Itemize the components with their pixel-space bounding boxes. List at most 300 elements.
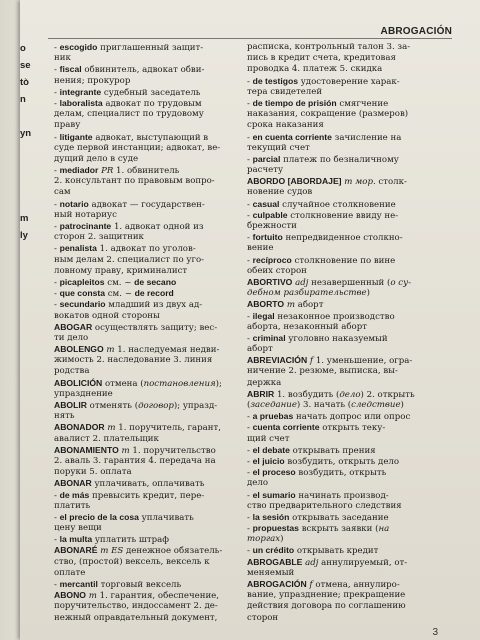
entry-line xyxy=(54,568,230,579)
definition-text: нения; прокурор xyxy=(54,75,131,86)
definition-text: вокатов одной стороны xyxy=(54,310,160,321)
definition-text: делам, специалист по трудовому xyxy=(54,109,204,120)
grammar-note: торгах xyxy=(247,534,281,545)
headword: penalista xyxy=(59,243,97,254)
definition-text: меняемый xyxy=(247,567,295,578)
entry-line xyxy=(247,568,423,579)
definition-text: - xyxy=(54,199,60,210)
right-column xyxy=(247,42,423,632)
definition-text: - xyxy=(54,166,60,177)
entry-line xyxy=(247,601,423,612)
definition-text: дущий дело в суде xyxy=(54,153,139,164)
edge-fragment xyxy=(20,176,34,193)
entry-line xyxy=(247,53,423,64)
definition-text: расписка, контрольный талон 3. за- xyxy=(247,42,411,52)
definition-text: возбудить, открыть дело xyxy=(284,456,400,467)
definition-text: смягчение xyxy=(336,98,389,109)
edge-fragment: se xyxy=(20,60,31,71)
definition-text: адвокат по трудовым xyxy=(102,98,202,109)
definition-text: см. ~ xyxy=(104,277,135,288)
entry-line xyxy=(247,98,423,109)
headword: ABONADOR xyxy=(54,422,105,433)
entry-line xyxy=(54,199,230,210)
definition-text: ); xyxy=(215,378,222,389)
entry-line xyxy=(247,42,423,53)
definition-text: - xyxy=(54,300,60,311)
definition-text: 1. адвокат одной из xyxy=(111,222,204,232)
entry-line xyxy=(247,456,423,467)
entry-line xyxy=(54,378,230,389)
definition-text: сторон 2. защитник xyxy=(54,232,144,243)
definition-text: праву xyxy=(54,120,81,131)
definition-text: 1. поручитель, гарант, xyxy=(115,423,221,434)
definition-text: аборта, незаконный аборт xyxy=(247,321,367,332)
entry-line xyxy=(247,512,423,523)
page-header xyxy=(48,26,452,39)
definition-text: приглашенный защит- xyxy=(97,43,204,53)
entry-line xyxy=(247,333,423,344)
entry-line xyxy=(54,42,230,53)
entry-line xyxy=(247,344,423,355)
entry-line xyxy=(54,478,230,489)
definition-text: ловному праву, криминалист xyxy=(54,265,188,276)
entry-line xyxy=(247,422,423,433)
headword: ABONARÉ xyxy=(54,545,98,556)
definition-text: пись в кредит счета, кредитовая xyxy=(247,53,396,64)
definition-text: открывать заседание xyxy=(289,512,389,523)
definition-text: платить xyxy=(54,500,91,511)
entry-line xyxy=(54,187,230,198)
entry-line xyxy=(54,143,230,154)
definition-text: см. ~ xyxy=(105,289,135,300)
definition-text: расчету xyxy=(247,165,284,176)
entry-line xyxy=(54,221,230,232)
definition-text: - xyxy=(247,98,253,109)
definition-text: ) 3. начать ( xyxy=(296,400,352,410)
definition-text: - xyxy=(54,87,60,98)
definition-text: уголовно наказуемый xyxy=(285,333,388,344)
entry-line xyxy=(247,277,423,288)
grammar-note: m ES xyxy=(100,546,124,557)
headword: escogido xyxy=(59,42,98,52)
definition-text: обвинитель, адвокат обви- xyxy=(81,65,205,76)
edge-fragment: yn xyxy=(20,128,32,139)
definition-text: - xyxy=(54,222,60,232)
edge-fragment xyxy=(20,142,34,159)
headword: ABOLENGO xyxy=(54,344,104,355)
definition-text: - xyxy=(247,255,253,266)
grammar-note: договор xyxy=(138,401,174,411)
definition-text: ); упразд- xyxy=(173,401,218,411)
definition-text: столк- xyxy=(375,177,407,188)
entry-line xyxy=(54,109,230,120)
headword: el sumario xyxy=(252,489,296,500)
headword: ABROGACIÓN xyxy=(247,579,307,589)
entry-line xyxy=(54,557,230,568)
definition-text: сторон xyxy=(247,612,279,623)
definition-text: 1. адвокат по уголов- xyxy=(96,244,196,255)
edge-fragment xyxy=(20,193,34,210)
definition-text: ный нотариус xyxy=(54,209,117,220)
entry-line xyxy=(247,322,423,333)
definition-text: отмена, аннулиро- xyxy=(312,580,400,590)
grammar-note: m мор. xyxy=(344,177,376,188)
entry-line xyxy=(247,613,423,624)
headword: recíproco xyxy=(252,254,292,265)
definition-text: - xyxy=(247,490,253,501)
definition-text: 1. уменьшение, огра- xyxy=(313,356,413,367)
grammar-note: f xyxy=(309,580,313,590)
entry-line xyxy=(247,165,423,176)
entry-line xyxy=(247,176,423,187)
entry-line xyxy=(54,579,230,590)
definition-text: - xyxy=(54,277,60,288)
definition-text: упразднение xyxy=(54,388,113,399)
headword: el precio de la cosa xyxy=(59,511,139,522)
grammar-note: m xyxy=(121,445,130,456)
entry-line xyxy=(247,445,423,456)
entry-line xyxy=(247,221,423,232)
headword: el proceso xyxy=(252,467,296,478)
definition-text: судебный заседатель xyxy=(101,87,201,98)
definition-text: 2. консультант по правовым вопро- xyxy=(54,176,215,187)
definition-text: ти дело xyxy=(54,332,89,343)
headword: de tiempo de prisión xyxy=(252,97,337,108)
definition-text: - xyxy=(247,445,253,456)
entry-line xyxy=(54,277,230,288)
headword: mercantil xyxy=(59,579,98,589)
entry-line xyxy=(54,512,230,523)
definition-text: начать допрос или опрос xyxy=(293,412,411,423)
definition-text: - xyxy=(54,535,60,546)
entry-line xyxy=(247,266,423,277)
headword: criminal xyxy=(252,332,286,343)
definition-text: младший из двух ад- xyxy=(105,300,203,311)
definition-text: 1. возбудить ( xyxy=(274,389,340,400)
definition-text: тера свидетелей xyxy=(247,86,323,97)
entry-line xyxy=(54,467,230,478)
definition-text: - xyxy=(54,132,60,143)
headword: notario xyxy=(59,198,89,209)
definition-text: ным делам 2. специалист по уго- xyxy=(54,254,205,265)
entry-line xyxy=(54,243,230,254)
definition-text: - xyxy=(54,289,60,300)
definition-text: щий счет xyxy=(247,433,290,444)
definition-text: вение xyxy=(247,243,274,254)
definition-text: столкновение ввиду не- xyxy=(287,210,399,221)
entry-line xyxy=(247,389,423,400)
definition-text: ник xyxy=(54,53,71,64)
page-number: 3 xyxy=(432,627,438,638)
definition-text: - xyxy=(247,412,253,423)
definition-text: ство, (простой) вексель, вексель к xyxy=(54,556,210,567)
headword: ABORDO [ABORDAJE] xyxy=(247,176,342,187)
entry-line xyxy=(247,490,423,501)
grammar-note: adj xyxy=(305,557,319,568)
entry-line xyxy=(54,210,230,221)
definition-text: - xyxy=(247,311,253,322)
definition-text: 2. аваль 3. гарантия 4. передача на xyxy=(54,455,216,466)
entry-line xyxy=(247,120,423,131)
definition-text: - xyxy=(54,580,60,590)
definition-text: поруки 5. оплата xyxy=(54,467,132,478)
entry-line xyxy=(247,87,423,98)
headword: la multa xyxy=(59,534,93,545)
headword: ABOLIR xyxy=(54,400,87,410)
definition-text: - xyxy=(247,546,253,557)
definition-text: - xyxy=(54,244,60,255)
definition-text: - xyxy=(247,233,253,244)
definition-text: осуществлять защиту; вес- xyxy=(92,322,218,333)
entry-line xyxy=(247,76,423,87)
headword: integrante xyxy=(59,86,102,97)
definition-text: оплате xyxy=(54,567,86,578)
definition-text: дело xyxy=(247,478,269,489)
definition-text: нежный оправдательный документ, xyxy=(54,612,218,623)
entry-line xyxy=(247,366,423,377)
entry-line xyxy=(54,53,230,64)
entry-line xyxy=(54,613,230,624)
headword: el juicio xyxy=(252,455,285,466)
definition-text: - xyxy=(54,43,60,53)
edge-fragment: ly xyxy=(20,230,28,241)
previous-page-edge xyxy=(20,40,34,244)
entry-line xyxy=(54,601,230,612)
entry-line xyxy=(247,210,423,221)
definition-text: ) xyxy=(400,400,404,410)
headword: culpable xyxy=(252,209,288,220)
definition-text: - xyxy=(247,210,253,221)
entry-line xyxy=(54,64,230,75)
definition-text: начинать производ- xyxy=(295,490,389,501)
definition-text: адвокат, выступающий в xyxy=(92,132,209,143)
grammar-note: дебном разбирательстве xyxy=(247,288,367,299)
definition-text: уплачивать, оплачивать xyxy=(91,479,205,490)
edge-fragment xyxy=(20,159,34,176)
definition-text: аборт xyxy=(294,300,324,311)
entry-line xyxy=(54,87,230,98)
headword: de secano xyxy=(134,276,177,287)
definition-text: случайное столкновение xyxy=(279,199,396,210)
headword: que consta xyxy=(59,288,106,299)
entry-line xyxy=(54,434,230,445)
definition-text: ничение 2. резюме, выписка, вы- xyxy=(247,366,398,377)
headword: cuenta corriente xyxy=(252,422,320,433)
definition-text: отмена ( xyxy=(102,378,144,389)
definition-text: непредвиденное столкно- xyxy=(282,233,403,244)
definition-text: вскрыть заявки ( xyxy=(298,524,379,535)
entry-line xyxy=(247,434,423,445)
entry-line xyxy=(247,64,423,75)
grammar-note: о су- xyxy=(390,277,411,288)
definition-text: - xyxy=(247,468,253,479)
definition-text: - xyxy=(247,423,253,434)
definition-text: - xyxy=(54,98,60,109)
definition-text: текущий счет xyxy=(247,142,310,153)
definition-text: удостоверение харак- xyxy=(298,76,400,87)
entry-line xyxy=(247,478,423,489)
headword: un crédito xyxy=(252,545,295,556)
definition-text: - xyxy=(247,512,253,523)
definition-text: - xyxy=(247,154,253,165)
definition-text: открыть теку- xyxy=(319,423,386,434)
edge-fragment: m xyxy=(20,213,29,224)
entry-line xyxy=(247,187,423,198)
grammar-note: adj xyxy=(295,277,309,288)
entry-line xyxy=(247,232,423,243)
edge-fragment: tò xyxy=(20,77,29,88)
entry-line xyxy=(54,98,230,109)
definition-text: 1. гарантия, обеспечение, xyxy=(96,591,219,602)
entry-line xyxy=(54,590,230,601)
headword: ABONAMIENTO xyxy=(54,444,119,455)
entry-line xyxy=(247,501,423,512)
definition-text: цену вещи xyxy=(54,523,102,534)
headword: ABONO xyxy=(54,590,86,601)
entry-line xyxy=(54,422,230,433)
definition-text: сам xyxy=(54,187,71,198)
entry-line xyxy=(54,534,230,545)
entry-line xyxy=(54,232,230,243)
definition-text: вание, упразднение; прекращение xyxy=(247,590,406,601)
entry-line xyxy=(247,143,423,154)
grammar-note: m xyxy=(286,300,295,311)
entry-line xyxy=(54,456,230,467)
definition-text: столкновение по вине xyxy=(291,255,396,266)
definition-text: незаконное производство xyxy=(274,311,395,322)
entry-line xyxy=(54,389,230,400)
entry-line xyxy=(54,299,230,310)
grammar-note: m xyxy=(107,423,116,434)
definition-text: поручительство, индоссамент 2. де- xyxy=(54,601,218,612)
definition-text: - xyxy=(54,65,60,76)
definition-text: наказания, сокращение (размеров) xyxy=(247,109,409,120)
entry-line xyxy=(247,467,423,478)
headword: litigante xyxy=(59,131,93,142)
definition-text: ) xyxy=(280,534,284,545)
headword: laboralista xyxy=(59,97,103,108)
entry-line xyxy=(54,490,230,501)
definition-text: - xyxy=(247,132,253,143)
headword: a pruebas xyxy=(252,411,294,422)
definition-text: нять xyxy=(54,411,75,422)
entry-line xyxy=(54,445,230,456)
headword: fiscal xyxy=(59,64,82,75)
entry-line xyxy=(54,288,230,299)
entry-line xyxy=(54,355,230,366)
entry-line xyxy=(247,355,423,366)
definition-text: незавершенный ( xyxy=(308,277,391,288)
entry-line xyxy=(54,266,230,277)
entry-line xyxy=(247,579,423,590)
definition-text: суде первой инстанции; адвокат, ве- xyxy=(54,142,221,153)
headword: ilegal xyxy=(252,310,275,321)
entry-line xyxy=(54,333,230,344)
headword: secundario xyxy=(59,299,106,310)
grammar-note: на xyxy=(378,524,390,535)
entry-line xyxy=(247,411,423,422)
definition-text: открывать кредит xyxy=(294,546,379,557)
headword: de más xyxy=(59,489,90,500)
entry-line xyxy=(54,76,230,87)
definition-text: 1. наследуемая недви- xyxy=(114,345,220,356)
headword: patrocinante xyxy=(59,221,112,231)
definition-text: 1. обвинитель xyxy=(113,166,180,177)
definition-text: - xyxy=(54,490,60,501)
definition-text: платеж по безналичному xyxy=(280,154,399,165)
headword: en cuenta corriente xyxy=(252,131,332,142)
entry-line xyxy=(54,501,230,512)
entry-line xyxy=(54,366,230,377)
definition-text: превысить кредит, пере- xyxy=(89,490,205,501)
grammar-note: f xyxy=(309,356,314,367)
entry-line xyxy=(54,176,230,187)
entry-line xyxy=(247,557,423,568)
grammar-note: следствие xyxy=(351,400,401,410)
headword: propuestas xyxy=(252,523,299,534)
entry-line xyxy=(247,400,423,411)
entry-line xyxy=(247,109,423,120)
entry-line xyxy=(54,344,230,355)
headword: ABOGAR xyxy=(54,321,93,332)
definition-text: родства xyxy=(54,366,90,377)
edge-fragment: o xyxy=(20,43,26,54)
entry-line xyxy=(54,311,230,322)
headword: de testigos xyxy=(252,75,299,86)
entry-line xyxy=(54,400,230,411)
entry-line xyxy=(247,299,423,310)
definition-text: уплачивать xyxy=(138,512,194,523)
definition-text: жимость 2. наследование 3. линия xyxy=(54,355,213,366)
definition-text: срока наказания xyxy=(247,120,324,131)
grammar-note: PR xyxy=(101,166,114,177)
definition-text: обеих сторон xyxy=(247,265,307,276)
definition-text: адвокат — государствен- xyxy=(88,199,205,210)
edge-fragment: n xyxy=(20,94,26,105)
definition-text: ство предварительного следствия xyxy=(247,500,402,511)
headword: ABORTO xyxy=(247,299,285,310)
definition-text: открывать прения xyxy=(289,445,376,456)
headword: ABROGABLE xyxy=(247,556,303,567)
definition-text: проводка 4. платеж 5. скидка xyxy=(247,64,383,75)
definition-text: - xyxy=(54,512,60,523)
headword: parcial xyxy=(252,153,281,164)
headword: ABORTIVO xyxy=(247,276,293,287)
definition-text: аборт xyxy=(247,344,273,355)
definition-text: действия договора по соглашению xyxy=(247,601,406,612)
definition-text: авалист 2. плательщик xyxy=(54,433,159,444)
definition-text: уплатить штраф xyxy=(92,535,169,546)
definition-text: - xyxy=(247,524,253,535)
headword: mediador xyxy=(59,165,99,176)
left-column xyxy=(54,42,230,632)
grammar-note: постановления xyxy=(143,378,216,389)
entry-line xyxy=(247,523,423,534)
entry-line xyxy=(247,590,423,601)
headword: ABONAR xyxy=(54,478,92,489)
headword: de record xyxy=(134,288,174,299)
entry-line xyxy=(247,199,423,210)
headword: la sesión xyxy=(252,511,290,522)
entry-line xyxy=(54,255,230,266)
definition-text: ( xyxy=(247,400,251,410)
headword: fortuito xyxy=(252,232,283,243)
edge-fragment xyxy=(20,108,34,125)
grammar-note: дело xyxy=(339,389,361,400)
headword: ABREVIACIÓN xyxy=(247,355,308,366)
definition-text: ) 2. открыть xyxy=(360,389,415,400)
dictionary-page xyxy=(20,0,480,640)
